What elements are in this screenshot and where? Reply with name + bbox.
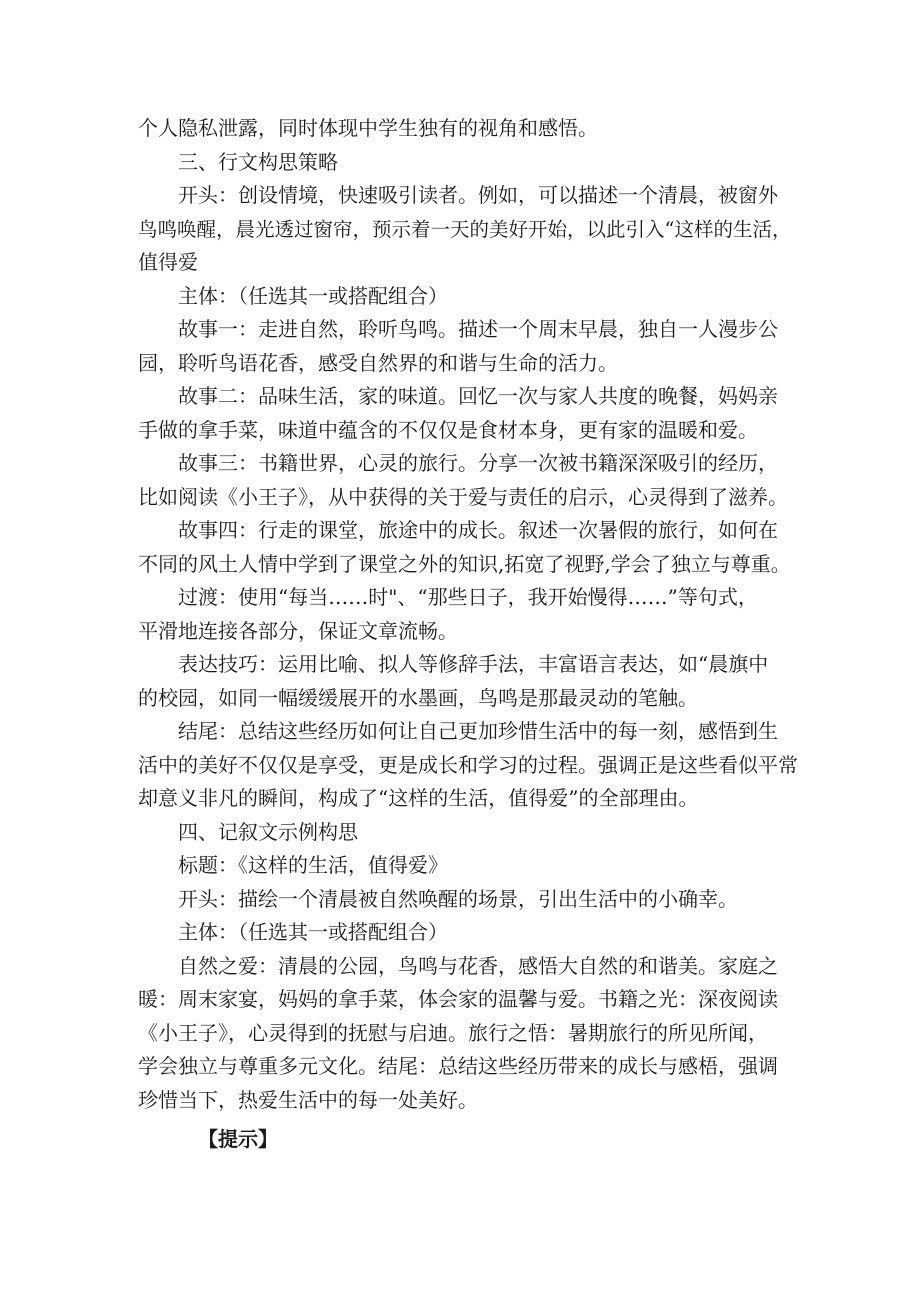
text-line: 暖：周末家宴，妈妈的拿手菜，体会家的温馨与爱。书籍之光：深夜阅读 <box>138 987 778 1011</box>
text-line: 《小王子》，心灵得到的抚慰与启迪。旅行之悟：暑期旅行的所见所闻， <box>138 1020 768 1045</box>
text-line: 故事一：走进自然，聆听鸟鸣。描述一个周末早晨，独自一人漫步公 <box>178 317 778 341</box>
section-heading: 三、行文构思策略 <box>178 149 338 174</box>
text-line: 鸟鸣唤醒，晨光透过窗帘，预示着一天的美好开始，以此引入“这样的生活， <box>138 217 792 241</box>
text-line: 表达技巧：运用比喻、拟人等修辞手法，丰富语言表达，如“晨旗中 <box>178 652 769 676</box>
text-line: 自然之爱：清晨的公园，鸟鸣与花香，感悟大自然的和谐美。家庭之 <box>178 953 778 978</box>
text-line: 平滑地连接各部分，保证文章流畅。 <box>138 618 458 643</box>
text-line: 故事二：品味生活，家的味道。回忆一次与家人共度的晚餐，妈妈亲 <box>178 384 778 408</box>
text-line: 的校园，如同一幅缓缓展开的水墨画，鸟鸣是那最灵动的笔触。 <box>138 685 698 710</box>
text-line: 开头：创设情境，快速吸引读者。例如，可以描述一个清晨，被窗外 <box>178 183 778 207</box>
text-line: 活中的美好不仅仅是享受，更是成长和学习的过程。强调正是这些看似平常 <box>138 752 798 777</box>
text-line: 园，聆听鸟语花香，感受自然界的和谐与生命的活力。 <box>138 350 618 375</box>
text-line: 开头：描绘一个清晨被自然唤醒的场景，引出生活中的小确幸。 <box>178 886 738 911</box>
text-line: 比如阅读《小王子》，从中获得的关于爱与责任的启示，心灵得到了滋养。 <box>138 484 788 509</box>
tip-heading: 【提示】 <box>198 1127 278 1151</box>
text-line: 珍惜当下，热爱生活中的每一处美好。 <box>138 1087 478 1112</box>
document-body <box>138 112 798 1157</box>
text-line: 却意义非凡的瞬间，构成了“这样的生活，值得爱”的全部理由。 <box>138 786 699 810</box>
text-line: 故事三：书籍世界，心灵的旅行。分享一次被书籍深深吸引的经历， <box>178 451 778 475</box>
text-line: 手做的拿手菜，味道中蕴含的不仅仅是食材本身，更有家的温暖和爱。 <box>138 417 758 442</box>
text-line: 值得爱 <box>138 250 198 274</box>
text-line: 标题：《这样的生活，值得爱》 <box>178 853 448 877</box>
text-line: 结尾：总结这些经历如何让自己更加珍惜生活中的每一刻，感悟到生 <box>178 719 778 743</box>
text-line: 过渡：使用“每当……时"、“那些日子，我开始慢得……”等句式， <box>178 585 758 609</box>
text-line: 学会独立与尊重多元文化。结尾：总结这些经历带来的成长与感梧，强调 <box>138 1054 778 1078</box>
text-line: 个人隐私泄露，同时体现中学生独有的视角和感悟。 <box>138 116 598 140</box>
text-line: 故事四：行走的课堂，旅途中的成长。叙述一次暑假的旅行，如何在 <box>178 518 778 542</box>
text-line: 不同的风土人情中学到了课堂之外的知识,拓宽了视野,学会了独立与尊重。 <box>138 551 791 576</box>
section-heading: 四、记叙文示例构思 <box>178 819 358 844</box>
text-line: 主体：（任选其一或搭配组合） <box>178 920 448 944</box>
text-line: 主体：（任选其一或搭配组合） <box>178 283 448 308</box>
